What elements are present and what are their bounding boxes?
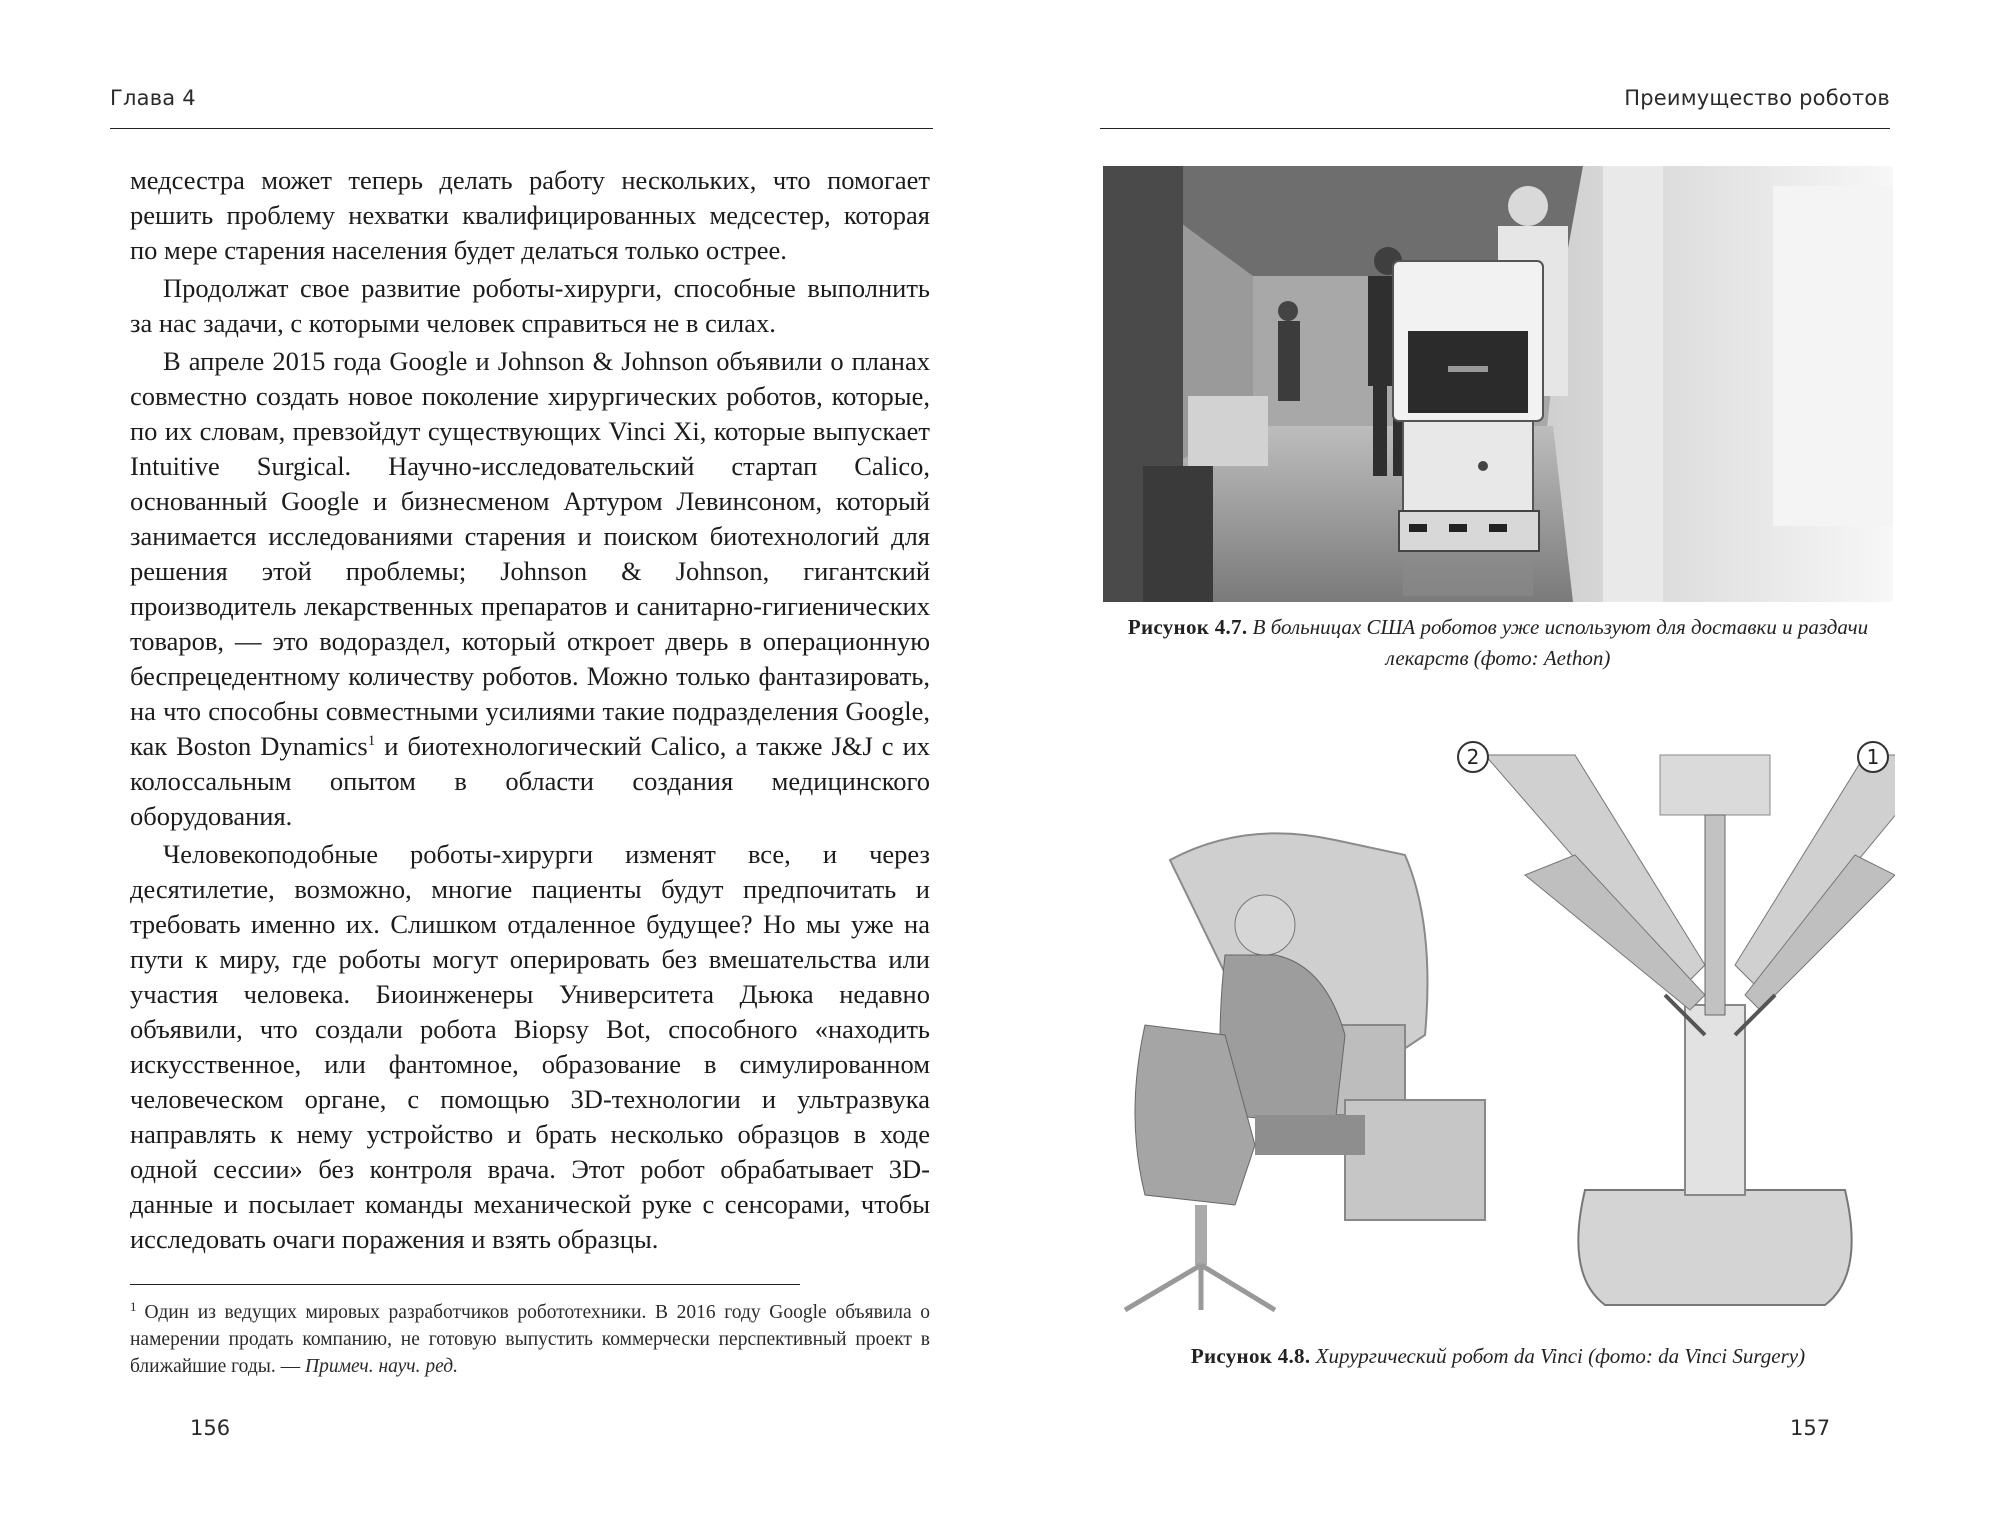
body-text bbox=[130, 163, 930, 1257]
footnote-number: 1 bbox=[130, 1298, 137, 1314]
paragraph: Продолжат свое развитие роботы-хирурги, способные выполнить за нас задачи, с которыми человек справиться не в силах. bbox=[130, 273, 930, 338]
figure-caption-text: Хирургический робот da Vinci (фото: da Vinci Surgery) bbox=[1315, 1344, 1806, 1368]
footnote-editor-note: Примеч. науч. ред. bbox=[305, 1356, 459, 1377]
running-head-title: Преимущество роботов bbox=[1624, 86, 1890, 110]
footnote-text: Один из ведущих мировых разработчиков робототехники. В 2016 году Google объявила о намерении продать компанию, не готовую выпустить коммерчески перспективный проект в ближайшие годы. — bbox=[130, 1302, 930, 1377]
paragraph: Человекоподобные роботы-хирурги изменят все, и через десятилетие, возможно, многие пациенты будут предпочитать и требовать именно их. Слишком отдаленное будущее? Но мы уже на пути к миру, где роботы могут оперировать без вмешательства или участия человека. Биоинженеры Университета Дьюка недавно объявили, что создали робота Biopsy Bot, способного «находить искусственное, или фантомное, образование в симулированном человеческом органе, с помощью 3D-технологии и ультразвука направлять к нему устройство и брать несколько образцов в ходе одной сессии» без контроля врача. Этот робот обрабатывает 3D-данные и посылает команды механической руке с сенсорами, чтобы исследовать очаги поражения и взять образцы. bbox=[130, 839, 930, 1254]
arm-marker-2: 2 bbox=[1466, 745, 1480, 769]
paragraph: медсестра может теперь делать работу нескольких, что помогает решить проблему нехватки квалифицированных медсестер, которая по мере старения населения будет делаться только острее. bbox=[130, 165, 930, 265]
header-rule bbox=[110, 128, 933, 129]
footnote-rule bbox=[130, 1284, 800, 1285]
figure-label: Рисунок 4.8. bbox=[1190, 1344, 1311, 1368]
figure-caption-text: В больницах США роботов уже используют для доставки и раздачи лекарств (фото: Aethon) bbox=[1252, 615, 1869, 670]
figure-hospital-robot-photo bbox=[1103, 166, 1893, 602]
header-rule bbox=[1100, 128, 1890, 129]
figure-caption-4-7 bbox=[1118, 612, 1878, 674]
arm-marker-1: 1 bbox=[1866, 745, 1880, 769]
paragraph-text: и биотехнологический Calico, а также J&J с их колоссальным опытом в области создания медицинского оборудования. bbox=[130, 731, 930, 831]
paragraph bbox=[130, 344, 930, 834]
paragraph-text: В апреле 2015 года Google и Johnson & Johnson объявили о планах совместно создать новое поколение хирургических роботов, которые, по их словам, превзойдут существующих Vinci Xi, которые выпускает Intuitive Surgical. Научно-исследовательский стартап Calico, основанный Google и бизнесменом Артуром Левинсоном, который занимается исследованиями старения и поиском биотехнологий для решения этой проблемы; Johnson & Johnson, гигантский производитель лекарственных препаратов и санитарно-гигиенических товаров, — это водораздел, который откроет дверь в операционную беспрецедентному количеству роботов. Можно только фантазировать, на что способны совместными усилиями такие подразделения Google, как Boston Dynamics bbox=[130, 346, 930, 761]
footnote-reference[interactable]: 1 bbox=[367, 733, 376, 750]
right-page bbox=[1000, 0, 2000, 1529]
page-number: 156 bbox=[190, 1416, 231, 1440]
figure-davinci-robot-photo bbox=[1105, 735, 1895, 1325]
davinci-robot-image bbox=[1105, 735, 1895, 1325]
footnote bbox=[130, 1299, 930, 1380]
page-number: 157 bbox=[1790, 1416, 1831, 1440]
figure-caption-4-8 bbox=[1118, 1341, 1878, 1372]
figure-label: Рисунок 4.7. bbox=[1127, 615, 1248, 639]
hospital-corridor-image bbox=[1103, 166, 1893, 602]
running-head-chapter: Глава 4 bbox=[110, 86, 196, 110]
